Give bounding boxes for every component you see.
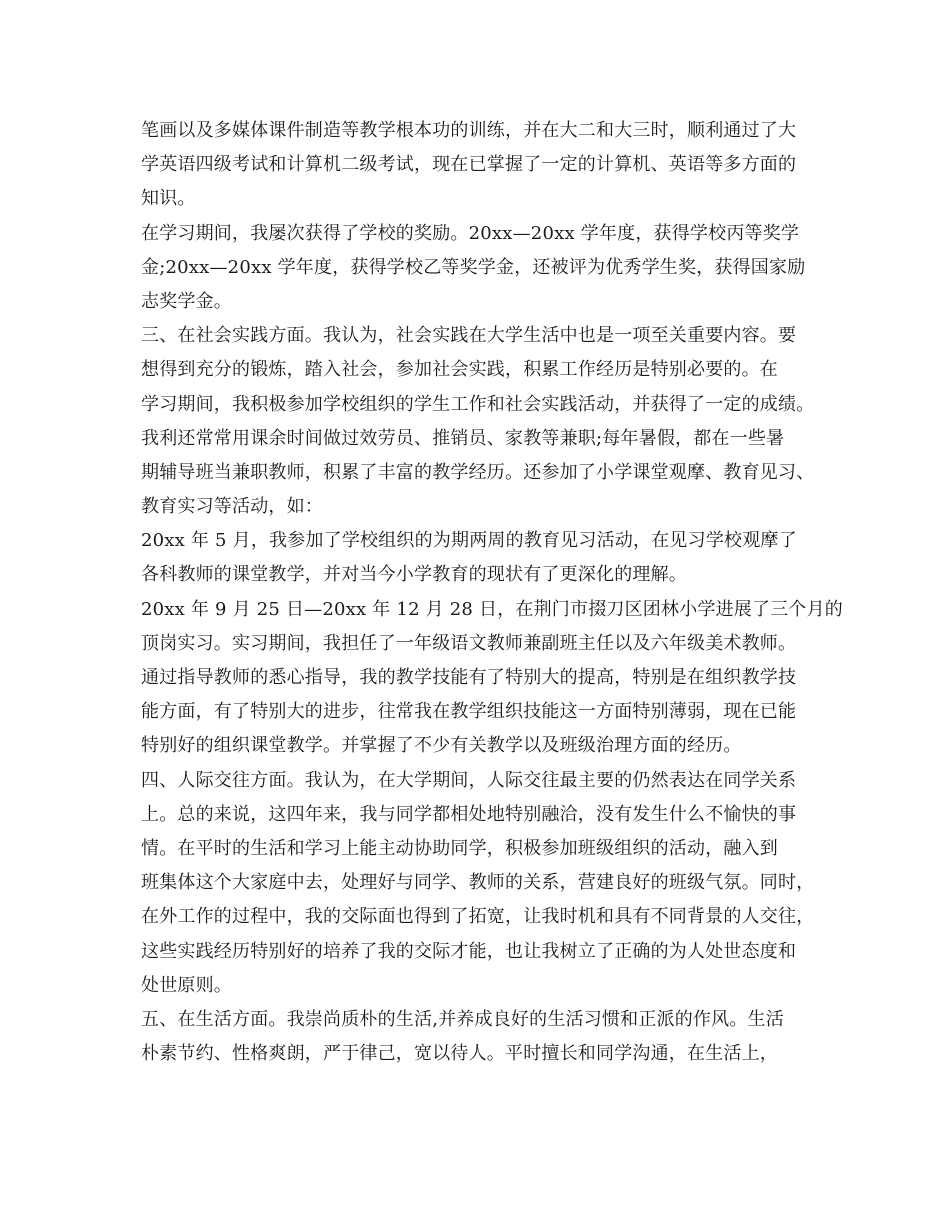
text-line: 20xx 年 9 月 25 日—20xx 年 12 月 28 日，在荆门市掇刀区团林小学进展了三个月的 bbox=[141, 598, 843, 620]
text-line: 在外工作的过程中，我的交际面也得到了拓宽，让我时机和具有不同背景的人交往， bbox=[141, 906, 815, 928]
section-heading-social-practice: 三、在社会实践方面。我认为，社会实践在大学生活中也是一项至关重要内容。要 bbox=[141, 325, 797, 347]
text-line: 我利还常常用课余时间做过效劳员、推销员、家教等兼职;每年暑假，都在一些暑 bbox=[141, 427, 785, 449]
text-line: 金;20xx—20xx 学年度，获得学校乙等奖学金，还被评为优秀学生奖，获得国家励 bbox=[141, 256, 806, 278]
text-line: 在学习期间，我屡次获得了学校的奖励。20xx—20xx 学年度，获得学校丙等奖学 bbox=[141, 222, 800, 244]
text-line: 期辅导班当兼职教师，积累了丰富的教学经历。还参加了小学课堂观摩、教育见习、 bbox=[141, 461, 815, 483]
text-line: 处世原则。 bbox=[141, 974, 232, 996]
text-line: 知识。 bbox=[141, 188, 196, 210]
text-line: 20xx 年 5 月，我参加了学校组织的为期两周的教育见习活动，在见习学校观摩了 bbox=[141, 530, 797, 552]
text-line: 志奖学金。 bbox=[141, 290, 232, 312]
text-line: 特别好的组织课堂教学。并掌握了不少有关教学以及班级治理方面的经历。 bbox=[141, 735, 742, 757]
text-line: 上。总的来说，这四年来，我与同学都相处地特别融洽，没有发生什么不愉快的事 bbox=[141, 803, 797, 825]
text-line: 这些实践经历特别好的培养了我的交际才能，也让我树立了正确的为人处世态度和 bbox=[141, 940, 797, 962]
text-line: 通过指导教师的悉心指导，我的教学技能有了特别大的提高，特别是在组织教学技 bbox=[141, 667, 797, 688]
text-line: 各科教师的课堂教学，并对当今小学教育的现状有了更深化的理解。 bbox=[141, 564, 687, 586]
text-line: 班集体这个大家庭中去，处理好与同学、教师的关系，营建良好的班级气氛。同时， bbox=[141, 872, 815, 894]
text-line: 想得到充分的锻炼，踏入社会，参加社会实践，积累工作经历是特别必要的。在 bbox=[141, 359, 778, 381]
text-line: 教育实习等活动，如： bbox=[141, 496, 323, 518]
text-line: 学英语四级考试和计算机二级考试，现在已掌握了一定的计算机、英语等多方面的 bbox=[141, 154, 797, 176]
section-heading-interpersonal: 四、人际交往方面。我认为，在大学期间，人际交往最主要的仍然表达在同学关系 bbox=[141, 769, 797, 791]
text-line: 顶岗实习。实习期间，我担任了一年级语文教师兼副班主任以及六年级美术教师。 bbox=[141, 632, 797, 654]
body-text bbox=[141, 114, 841, 1071]
text-line: 能方面，有了特别大的进步，往常我在教学组织技能这一方面特别薄弱，现在已能 bbox=[141, 701, 797, 723]
text-line: 朴素节约、性格爽朗，严于律己，宽以待人。平时擅长和同学沟通，在生活上， bbox=[141, 1043, 778, 1065]
section-heading-life: 五、在生活方面。我崇尚质朴的生活,并养成良好的生活习惯和正派的作风。生活 bbox=[141, 1008, 784, 1030]
text-line: 学习期间，我积极参加学校组织的学生工作和社会实践活动，并获得了一定的成绩。 bbox=[141, 393, 815, 415]
text-line: 情。在平时的生活和学习上能主动协助同学，积极参加班级组织的活动，融入到 bbox=[141, 837, 778, 859]
text-line: 笔画以及多媒体课件制造等教学根本功的训练，并在大二和大三时，顺利通过了大 bbox=[141, 120, 797, 141]
